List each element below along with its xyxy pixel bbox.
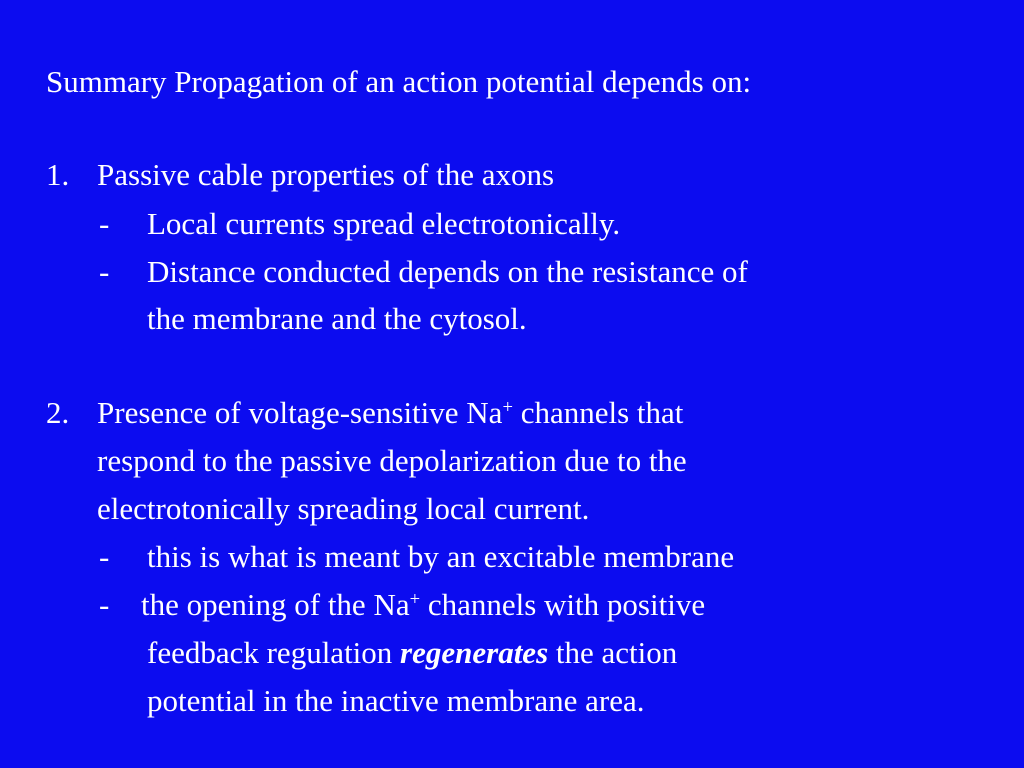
sodium-charge-superscript: + (502, 396, 513, 418)
item-1-bullet-2-marker: - (99, 254, 110, 289)
bullet-text-part: the action (548, 635, 678, 670)
item-2-heading-line-3: electrotonically spreading local current. (97, 491, 590, 526)
item-2-text-part: channels that (512, 395, 684, 430)
bullet-text-part: feedback regulation (147, 635, 401, 670)
item-1-heading: Passive cable properties of the axons (97, 157, 555, 192)
item-2-bullet-2-text-line-1 (141, 589, 705, 620)
item-1-number: 1. (46, 157, 70, 192)
sodium-charge-superscript: + (409, 588, 421, 610)
item-2-heading-line-2: respond to the passive depolarization due to the (97, 443, 687, 478)
item-2-bullet-2-text-line-3: potential in the inactive membrane area. (147, 683, 645, 718)
item-2-number: 2. (46, 395, 70, 430)
item-2-bullet-1-marker: - (99, 539, 110, 574)
bullet-text-part: channels with positive (420, 587, 706, 622)
item-2-bullet-2-text-line-2 (147, 637, 677, 668)
item-2-bullet-1-text: this is what is meant by an excitable membrane (147, 539, 735, 574)
item-2-heading-line-1 (97, 397, 683, 428)
item-2-text-part: Presence of voltage-sensitive Na (97, 395, 503, 430)
item-2-bullet-2-marker: - (99, 587, 110, 622)
emphasized-term: regenerates (400, 635, 549, 670)
bullet-text-part: the opening of the Na (141, 587, 410, 622)
item-1-bullet-1-marker: - (99, 206, 110, 241)
item-1-bullet-2-text-line-1: Distance conducted depends on the resistance of (147, 254, 748, 289)
slide-title: Summary Propagation of an action potential depends on: (46, 64, 752, 99)
item-1-bullet-1-text: Local currents spread electrotonically. (147, 206, 621, 241)
item-1-bullet-2-text-line-2: the membrane and the cytosol. (147, 301, 527, 336)
